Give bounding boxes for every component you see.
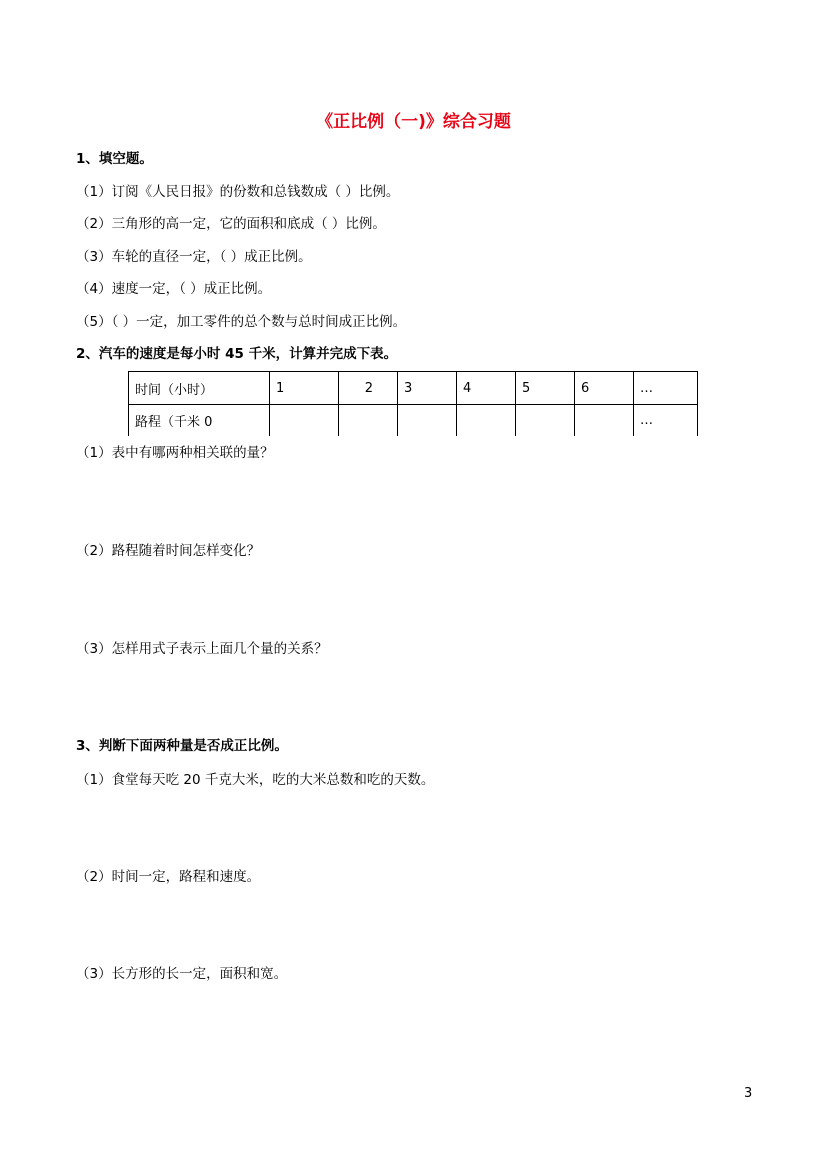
q3-heading: 3、判断下面两种量是否成正比例。: [76, 738, 288, 754]
q1-item-2: （2）三角形的高一定，它的面积和底成（ ）比例。: [76, 216, 386, 232]
q1-item-5: （5）（ ）一定，加工零件的总个数与总时间成正比例。: [76, 314, 407, 330]
table-cell: …: [634, 405, 698, 436]
table-row: [129, 372, 698, 405]
q1-item-3: （3）车轮的直径一定，（ ）成正比例。: [76, 249, 312, 265]
table-cell: 6: [575, 372, 634, 405]
table-cell: [516, 405, 575, 436]
q2-heading: 2、汽车的速度是每小时 45 千米，计算并完成下表。: [76, 346, 398, 362]
q1-item-4: （4）速度一定，（ ）成正比例。: [76, 281, 272, 297]
table-cell: [339, 405, 398, 436]
table-row: [129, 405, 698, 436]
q2-item-2: （2）路程随着时间怎样变化？: [76, 543, 261, 559]
table-cell: [270, 405, 339, 436]
table-cell: …: [634, 372, 698, 405]
table-cell: [398, 405, 457, 436]
table-cell: 时间（小时）: [129, 372, 270, 405]
distance-time-table: [128, 371, 698, 436]
q3-item-2: （2）时间一定，路程和速度。: [76, 869, 261, 885]
q3-item-1: （1）食堂每天吃 20 千克大米，吃的大米总数和吃的天数。: [76, 772, 435, 788]
q3-item-3: （3）长方形的长一定，面积和宽。: [76, 966, 288, 982]
table-cell: [575, 405, 634, 436]
page-number: 3: [744, 1086, 753, 1101]
table-cell: 2: [339, 372, 398, 405]
q2-item-3: （3）怎样用式子表示上面几个量的关系？: [76, 641, 328, 657]
table-cell: 路程（千米 0: [129, 405, 270, 436]
table-cell: 3: [398, 372, 457, 405]
page-title: 《正比例（一)》综合习题: [316, 112, 511, 132]
table-cell: 4: [457, 372, 516, 405]
table-cell: [457, 405, 516, 436]
q1-heading: 1、填空题。: [76, 151, 153, 167]
table-cell: 5: [516, 372, 575, 405]
q2-item-1: （1）表中有哪两种相关联的量？: [76, 445, 274, 461]
q1-item-1: （1）订阅《人民日报》的份数和总钱数成（ ）比例。: [76, 184, 400, 200]
table-cell: 1: [270, 372, 339, 405]
